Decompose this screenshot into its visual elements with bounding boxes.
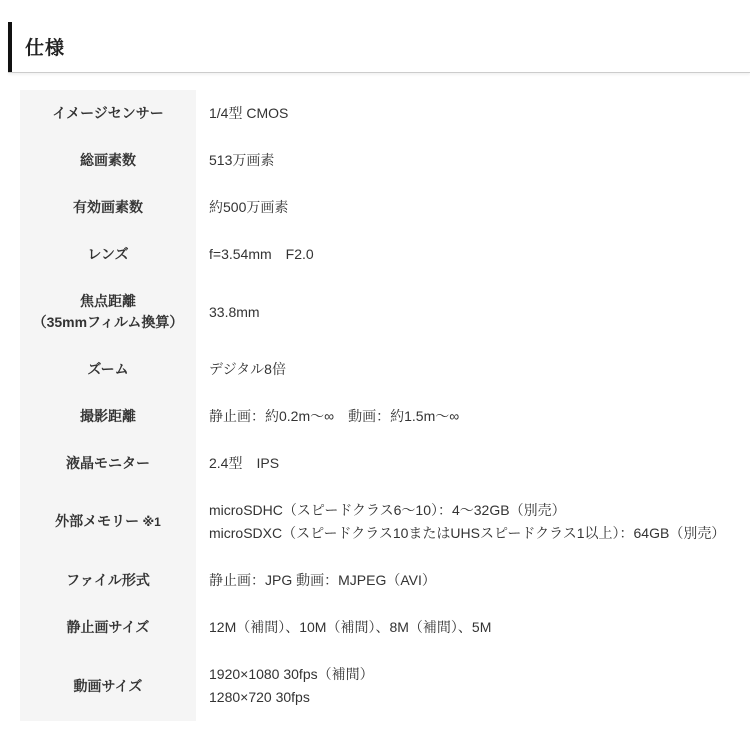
spec-row-label-line: 焦点距離 [80, 293, 136, 309]
spec-row-value [196, 487, 740, 557]
spec-row [20, 137, 740, 184]
spec-row-value [196, 346, 740, 393]
spec-row [20, 487, 740, 557]
spec-row-value-line: 静止画：JPG 動画：MJPEG（AVI） [209, 572, 436, 588]
spec-row-label [20, 184, 196, 231]
spec-row-label-line: ズーム [87, 361, 129, 377]
spec-row-label-line: レンズ [87, 246, 129, 262]
spec-row [20, 557, 740, 604]
spec-row [20, 346, 740, 393]
spec-row-value [196, 604, 740, 651]
spec-row-value [196, 557, 740, 604]
spec-row-label-line: 静止画サイズ [66, 619, 150, 635]
spec-row-value [196, 278, 740, 346]
spec-row-label [20, 346, 196, 393]
spec-row-value-line: 1280×720 30fps [209, 689, 310, 705]
spec-row-value [196, 651, 740, 721]
spec-row-label-note: ※1 [139, 515, 161, 529]
spec-row [20, 184, 740, 231]
spec-row-label-line: 撮影距離 [80, 408, 136, 424]
spec-row [20, 651, 740, 721]
spec-row-value [196, 137, 740, 184]
spec-row-value [196, 184, 740, 231]
spec-row-label-line: イメージセンサー [52, 105, 164, 121]
spec-row-value-line: 約500万画素 [209, 199, 289, 215]
spec-row-value-line: 513万画素 [209, 152, 275, 168]
spec-row-label [20, 604, 196, 651]
spec-table [20, 90, 740, 721]
spec-row-value-line: microSDXC（スピードクラス10またはUHSスピードクラス1以上）：64GB（別売） [209, 525, 726, 541]
spec-row [20, 440, 740, 487]
spec-row [20, 90, 740, 137]
spec-row-label [20, 651, 196, 721]
spec-row-label [20, 393, 196, 440]
spec-row [20, 393, 740, 440]
spec-row-value-line: f=3.54mm F2.0 [209, 246, 314, 262]
spec-row-label [20, 440, 196, 487]
section-title: 仕様 [25, 38, 66, 59]
spec-row-label [20, 231, 196, 278]
spec-row-label [20, 487, 196, 557]
spec-row-label [20, 278, 196, 346]
spec-row-label-line: 有効画素数 [73, 199, 143, 215]
spec-row [20, 278, 740, 346]
spec-row-label-line: 外部メモリー ※1 [55, 513, 161, 529]
spec-row-label [20, 90, 196, 137]
spec-row-value [196, 393, 740, 440]
spec-row-value-line: 2.4型 IPS [209, 455, 280, 471]
spec-row-value-line: デジタル8倍 [209, 361, 286, 377]
spec-row-value-line: microSDHC（スピードクラス6～10）：4～32GB（別売） [209, 502, 566, 518]
spec-row-label [20, 557, 196, 604]
spec-row-value [196, 90, 740, 137]
spec-row-value-line: 1920×1080 30fps（補間） [209, 666, 374, 682]
section-heading [8, 22, 750, 73]
spec-row-label-line: 動画サイズ [73, 677, 143, 694]
spec-row-label-line: （35mmフィルム換算） [32, 314, 184, 330]
spec-row-label-line: ファイル形式 [66, 572, 150, 588]
section-heading-accent [8, 22, 750, 72]
spec-row-label-line: 液晶モニター [66, 455, 150, 471]
spec-row-label [20, 137, 196, 184]
spec-row-value-line: 33.8mm [209, 303, 260, 320]
spec-row-label-line: 総画素数 [80, 152, 136, 168]
spec-row-value [196, 231, 740, 278]
spec-row-value-line: 静止画：約0.2m～∞ 動画：約1.5m～∞ [209, 408, 460, 424]
spec-row [20, 231, 740, 278]
spec-row-value-line: 1/4型 CMOS [209, 105, 289, 121]
spec-row [20, 604, 740, 651]
spec-row-value-line: 12M（補間）、10M（補間）、8M（補間）、5M [209, 619, 492, 635]
spec-row-value [196, 440, 740, 487]
